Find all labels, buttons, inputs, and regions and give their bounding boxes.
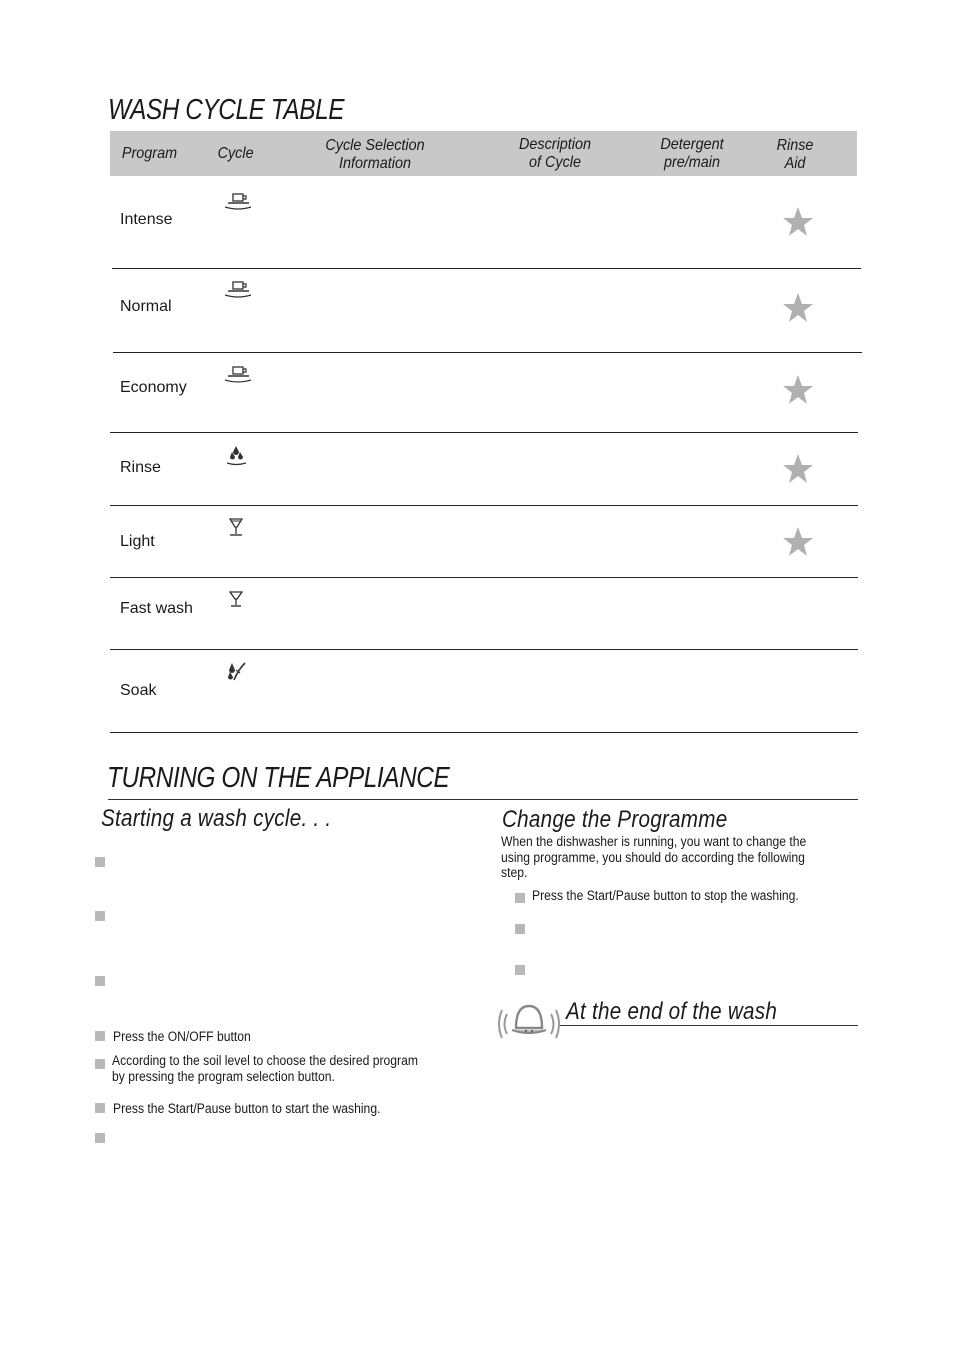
row-separator: [110, 432, 858, 433]
end-of-wash-title: At the end of the wash: [566, 998, 778, 1025]
row-separator: [110, 577, 858, 578]
step-bullet: [95, 1133, 105, 1143]
header-rinse-aid: Rinse Aid: [776, 137, 814, 172]
header-program: Program: [121, 145, 178, 162]
header-cycle: Cycle: [217, 145, 254, 162]
rinse-aid-star-icon: [781, 291, 815, 325]
step-bullet: [95, 857, 105, 867]
step-bullet: [95, 1031, 105, 1041]
program-intense: Intense: [120, 211, 173, 228]
change-programme-intro: When the dishwasher is running, you want to change the using programme, you should do according the following step.: [501, 834, 807, 880]
row-separator: [110, 649, 858, 650]
program-fast-wash: Fast wash: [120, 600, 193, 617]
step-bullet: [515, 893, 525, 903]
row-separator: [110, 732, 858, 733]
program-rinse: Rinse: [120, 459, 161, 476]
water-drops-icon: [222, 445, 254, 469]
program-economy: Economy: [120, 379, 187, 396]
rinse-aid-star-icon: [781, 452, 815, 486]
header-description: Description of Cycle: [518, 136, 592, 171]
turning-on-title: TURNING ON THE APPLIANCE: [107, 762, 450, 794]
header-cycle-selection: Cycle Selection Information: [325, 137, 425, 172]
step-bullet: [95, 1059, 105, 1069]
row-separator: [112, 268, 861, 269]
step-bullet: [95, 911, 105, 921]
change-programme-title: Change the Programme: [502, 806, 728, 833]
step-bullet: [515, 965, 525, 975]
step-text: Press the Start/Pause button to stop the washing.: [532, 888, 799, 903]
pot-wash-icon: [222, 191, 254, 215]
step-bullet: [95, 1103, 105, 1113]
step-bullet: [95, 976, 105, 986]
step-text: Press the ON/OFF button: [113, 1029, 251, 1044]
step-text: Press the Start/Pause button to start the washing.: [113, 1101, 381, 1116]
starting-wash-title: Starting a wash cycle. . .: [101, 805, 332, 832]
glass-icon: [222, 517, 254, 541]
table-header: [110, 131, 857, 176]
step-text: According to the soil level to choose the desired program by pressing the program selection button.: [112, 1053, 418, 1084]
section-rule: [108, 799, 858, 800]
rinse-aid-star-icon: [781, 373, 815, 407]
header-detergent: Detergent pre/main: [660, 136, 724, 171]
rinse-aid-star-icon: [781, 525, 815, 559]
program-soak: Soak: [120, 682, 157, 699]
alarm-bell-icon: [498, 1000, 560, 1044]
row-separator: [110, 505, 858, 506]
pot-wash-icon: [222, 279, 254, 303]
soak-icon: [222, 660, 254, 684]
wash-cycle-table-title: WASH CYCLE TABLE: [108, 94, 345, 126]
program-normal: Normal: [120, 298, 172, 315]
program-light: Light: [120, 533, 155, 550]
glass-icon: [222, 590, 254, 614]
rinse-aid-star-icon: [781, 205, 815, 239]
pot-wash-icon: [222, 364, 254, 388]
end-of-wash-rule: [560, 1025, 858, 1026]
step-bullet: [515, 924, 525, 934]
row-separator: [113, 352, 862, 353]
